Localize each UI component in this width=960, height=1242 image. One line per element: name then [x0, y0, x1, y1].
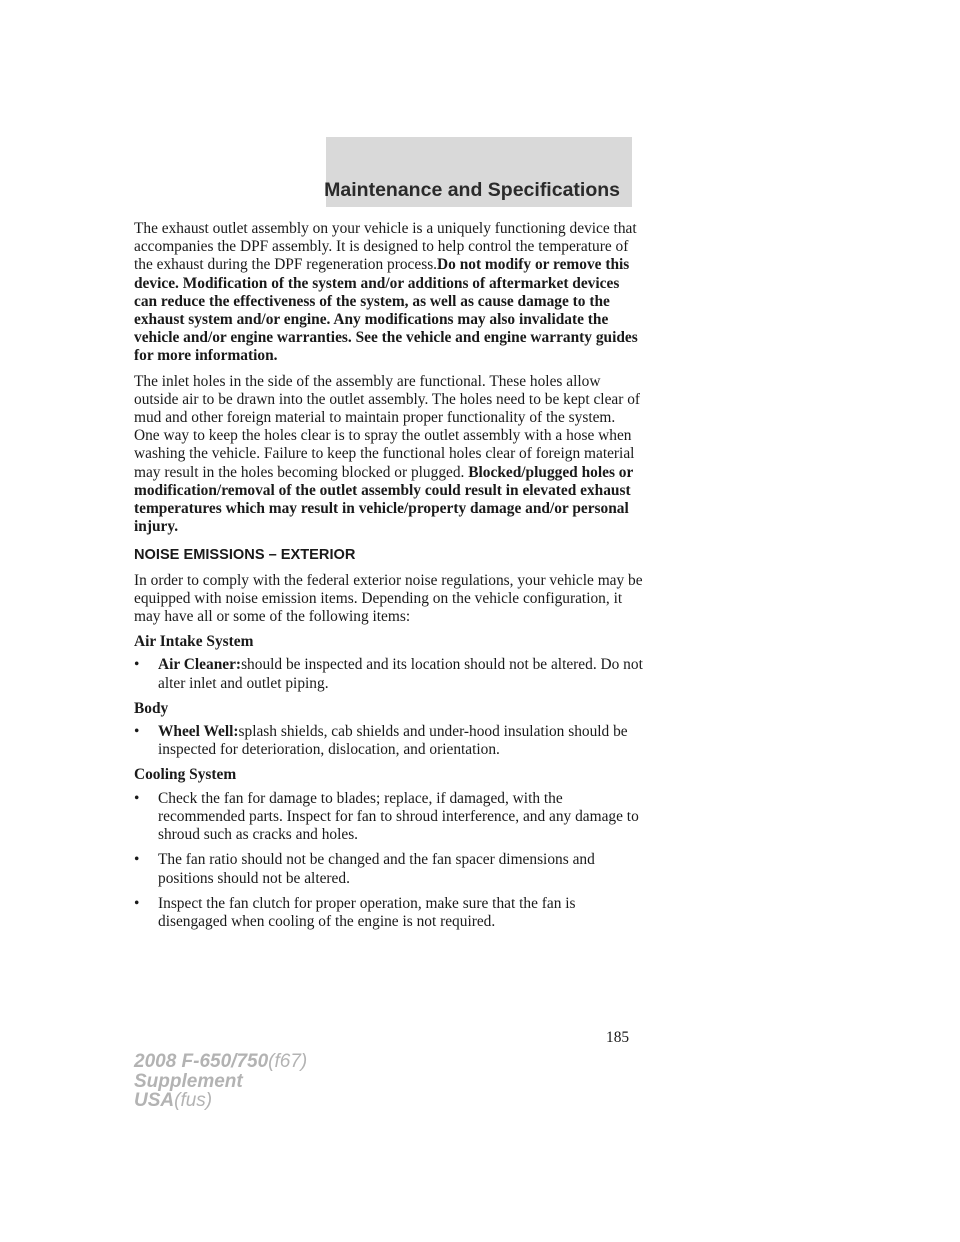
- footer-model-code: (f67): [268, 1051, 308, 1072]
- footer-line-3: [134, 1091, 307, 1111]
- cooling-subheading: Cooling System: [134, 766, 237, 784]
- footer-market: USA: [134, 1090, 175, 1111]
- bullet-icon: •: [134, 656, 140, 674]
- footer-line-2: Supplement: [134, 1070, 243, 1092]
- bullet-item-fan-blades: [134, 790, 644, 845]
- bullet-icon: •: [134, 789, 140, 807]
- footer-doc-id: [134, 1052, 307, 1111]
- footer-line-1: [134, 1052, 307, 1072]
- bullet-icon: •: [134, 851, 140, 869]
- bullet-label: Air Cleaner:: [158, 656, 242, 674]
- dpf-warning: Do not modify or remove this device. Modification of the system and/or additions of aftermarket devices can reduce the effectiveness of the system, as well as cause damage to the exhaust system and/or engine. Any modifications may also invalidate the vehicle and/or engine warranties. See the vehicle and engine warranty guides for more information.: [134, 256, 638, 365]
- page-section-title: Maintenance and Specifications: [324, 179, 620, 201]
- footer-model: 2008 F-650/750: [134, 1051, 269, 1072]
- bullet-icon: •: [134, 894, 140, 912]
- page-number: 185: [606, 1029, 630, 1046]
- intro-paragraph-2: The inlet holes in the side of the assembly are functional. These holes allow outside air to be drawn into the outlet assembly. The holes need to be kept clear of mud and other foreign material to maintain proper functionality of the system. One way to keep the holes clear is to spray the outlet assembly with a hose when washing the vehicle. Failure to keep the functional holes clear of foreign material may result in the holes becoming blocked or plugged. Blocked/plugged holes or modification/removal of the outlet assembly could result in elevated exhaust temperatures which may result in vehicle/property damage and/or personal injury.: [134, 372, 641, 536]
- bullet-text: Check the fan for damage to blades; replace, if damaged, with the recommended parts. Inspect for fan to shroud interference, and any damage to shroud such as cracks and holes.: [158, 789, 639, 844]
- air-intake-subheading: Air Intake System: [134, 633, 254, 651]
- page-content: [134, 220, 644, 938]
- bullet-label: Wheel Well:: [158, 723, 239, 741]
- footer-market-code: (fus): [174, 1090, 213, 1111]
- bullet-text: Inspect the fan clutch for proper operation, make sure that the fan is disengaged when cooling of the engine is not required.: [158, 894, 576, 930]
- header-band: [326, 137, 632, 207]
- bullet-item-wheel-well: [134, 723, 644, 759]
- noise-emissions-heading: NOISE EMISSIONS – EXTERIOR: [134, 547, 356, 564]
- noise-intro: In order to comply with the federal exterior noise regulations, your vehicle may be equipped with noise emission items. Depending on the vehicle configuration, it may have all or some of the following items:: [134, 571, 643, 626]
- intro-paragraph-1: The exhaust outlet assembly on your vehicle is a uniquely functioning device that accompanies the DPF assembly. It is designed to help control the temperature of the exhaust during the DPF regeneration process.Do not modify or remove this device. Modification of the system and/or additions of aftermarket devices can reduce the effectiveness of the system, as well as cause damage to the exhaust system and/or engine. Any modifications may also invalidate the vehicle and/or engine warranties. See the vehicle and engine warranty guides for more information.: [134, 220, 638, 365]
- bullet-text: The fan ratio should not be changed and the fan spacer dimensions and positions should not be altered.: [158, 851, 595, 887]
- bullet-item-air-cleaner: [134, 656, 644, 692]
- body-subheading: Body: [134, 699, 169, 717]
- inlet-holes-warning: Blocked/plugged holes or modification/removal of the outlet assembly could result in elevated exhaust temperatures which may result in vehicle/property damage and/or personal injury.: [134, 463, 634, 536]
- bullet-item-fan-clutch: [134, 895, 644, 931]
- bullet-text: should be inspected and its location should not be altered. Do not alter inlet and outlet piping.: [158, 656, 643, 692]
- bullet-icon: •: [134, 723, 140, 741]
- bullet-item-fan-ratio: [134, 851, 644, 887]
- bullet-text: splash shields, cab shields and under-hood insulation should be inspected for deterioration, dislocation, and orientation.: [158, 723, 628, 759]
